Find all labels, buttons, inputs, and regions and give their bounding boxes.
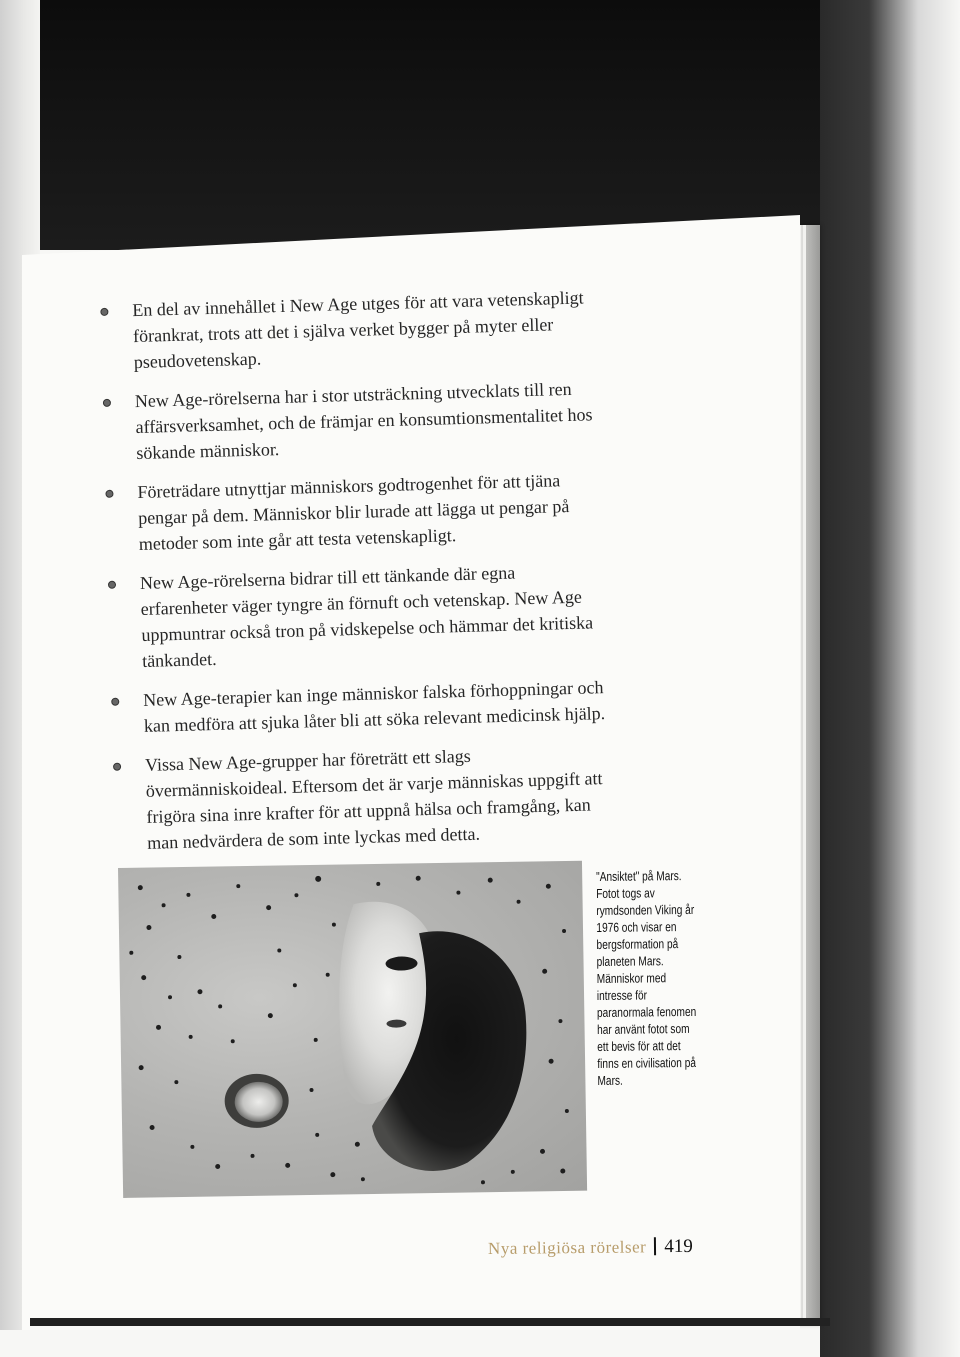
bullet-icon: [103, 399, 111, 407]
bullet-text: Företrädare utnyttjar människors godtrogenhet för att tjäna pengar på dem. Människor blir lurade att lägga ut pengar på metoder som inte går att testa vetenskapligt.: [137, 470, 570, 555]
bullet-text: Vissa New Age-grupper har företrätt ett slags övermänniskoideal. Eftersom det är varje människas uppgift att frigöra sina inre krafter för att uppnå hälsa och framgång, kan man nedvärdera de som inte lyckas med detta.: [144, 745, 603, 853]
mars-face-photo: [118, 861, 587, 1198]
list-item: [113, 739, 611, 857]
scanner-edge-right: [820, 0, 960, 1357]
list-item: [111, 674, 607, 740]
bullet-icon: [100, 308, 108, 316]
list-item: [103, 375, 600, 467]
bullet-text: New Age-terapier kan inge människor falska förhoppningar och kan medföra att sjuka låter bli att söka relevant medicinsk hjälp.: [142, 677, 606, 736]
scanner-background: [0, 0, 960, 250]
bullet-list: [100, 284, 611, 870]
bullet-text: New Age-rörelserna bidrar till ett tänkande där egna erfarenheter väger tyngre än förnuft och vetenskap. New Age uppmuntrar också tron på vidskepelse och hämmar det kritiska tänkandet.: [139, 562, 594, 671]
bullet-text: New Age-rörelserna har i stor utsträckning utvecklats till ren affärsverksamhet, och de främjar en konsumtionsmentalitet hos sökande människor.: [134, 378, 593, 464]
photo-caption: "Ansiktet" på Mars. Fotot togs av rymdsonden Viking år 1976 och visar en bergsformation på planeten Mars. Människor med intresse för paranormala fenomen har använt fotot som ett bevis för att det finns en civilisation på Mars.: [596, 868, 697, 1088]
running-title: Nya religiösa rörelser: [487, 1237, 647, 1258]
bullet-icon: [113, 763, 121, 771]
scan-bottom-edge: [30, 1318, 830, 1326]
page-footer: [488, 1236, 693, 1260]
bullet-icon: [111, 698, 119, 706]
bullet-icon: [108, 581, 116, 589]
list-item: [105, 466, 602, 558]
bullet-text: En del av innehållet i New Age utges för att vara vetenskapligt förankrat, trots att det i själva verket bygger på myter eller pseudovetenskap.: [132, 287, 584, 373]
mars-face-image: [118, 861, 587, 1198]
list-item: [100, 284, 597, 376]
list-item: [108, 557, 606, 675]
page-number: 419: [664, 1235, 693, 1258]
bullet-icon: [105, 490, 113, 498]
footer-separator: [654, 1237, 656, 1255]
